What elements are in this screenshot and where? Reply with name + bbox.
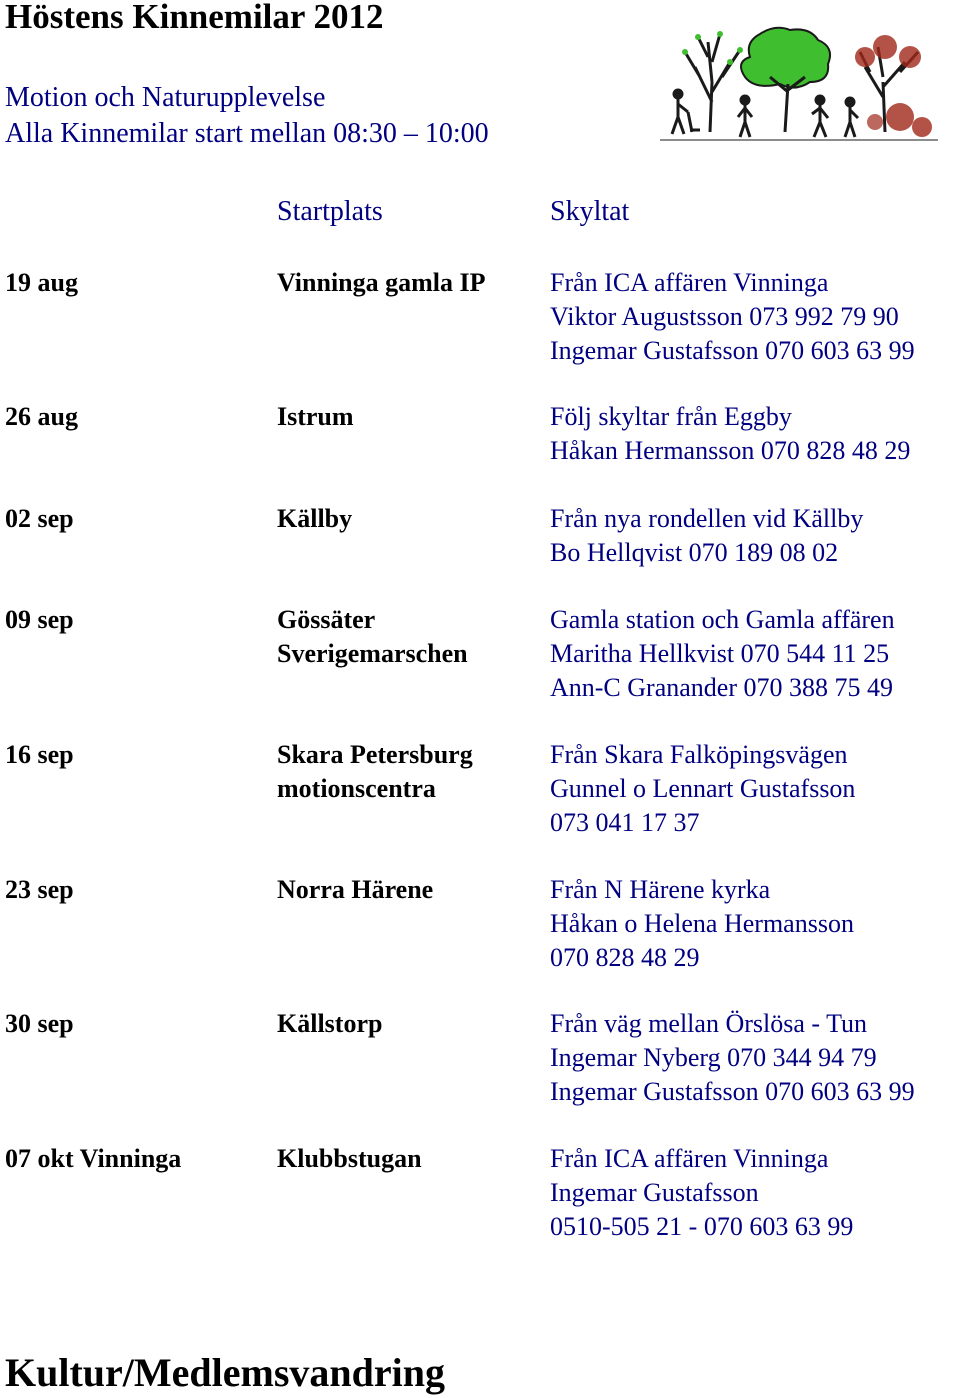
column-header-startplats: Startplats [277,196,383,227]
entry-date: 19 aug [5,268,78,297]
green-tree-icon [741,28,830,132]
schedule-entry [0,266,960,366]
info-line: 070 828 48 29 [550,943,700,972]
info-line: 0510-505 21 - 070 603 63 99 [550,1212,854,1241]
info-line: Från Skara Falköpingsvägen [550,740,848,769]
entry-signage-contact [550,266,915,368]
schedule-entry [0,873,960,973]
subtitle-start-time: Alla Kinnemilar start mellan 08:30 – 10:00 [5,118,489,149]
schedule-entry [0,400,960,500]
entry-date: 26 aug [5,402,78,431]
info-line: Maritha Hellkvist 070 544 11 25 [550,639,890,668]
walkers-icon [672,90,858,137]
entry-signage-contact [550,738,855,840]
info-line: Bo Hellqvist 070 189 08 02 [550,538,839,567]
info-line: 073 041 17 37 [550,808,700,837]
entry-signage-contact [550,502,863,570]
entry-startplace [277,1007,382,1041]
entry-startplace [277,400,354,434]
startplace-line: Vinninga gamla IP [277,268,486,297]
entry-date: 09 sep [5,605,74,634]
info-line: Gunnel o Lennart Gustafsson [550,774,856,803]
startplace-line: Källstorp [277,1009,383,1038]
entry-startplace [277,502,352,536]
info-line: Håkan Hermansson 070 828 48 29 [550,436,911,465]
info-line: Gamla station och Gamla affären [550,605,895,634]
startplace-line: Sverigemarschen [277,639,468,668]
autumn-tree-icon [855,35,932,137]
info-line: Från väg mellan Örslösa - Tun [550,1009,868,1038]
trees-and-walkers-icon [660,22,938,150]
info-line: Från nya rondellen vid Källby [550,504,864,533]
entry-date: 07 okt Vinninga [5,1144,182,1173]
entry-startplace [277,603,468,671]
info-line: Ingemar Nyberg 070 344 94 79 [550,1043,877,1072]
entry-signage-contact [550,400,910,468]
entry-signage-contact [550,1007,915,1109]
startplace-line: Klubbstugan [277,1144,422,1173]
entry-date: 02 sep [5,504,74,533]
info-line: Från N Härene kyrka [550,875,771,904]
entry-date: 30 sep [5,1009,74,1038]
info-line: Ingemar Gustafsson 070 603 63 99 [550,1077,915,1106]
entry-signage-contact [550,603,895,705]
entry-date: 16 sep [5,740,74,769]
startplace-line: Gössäter [277,605,376,634]
entry-startplace [277,738,473,806]
section-heading-kultur: Kultur/Medlemsvandring [5,1350,446,1395]
schedule-entry [0,603,960,703]
bare-tree-left-icon [682,31,743,132]
startplace-line: Skara Petersburg [277,740,473,769]
entry-startplace [277,873,433,907]
startplace-line: Norra Härene [277,875,434,904]
entry-signage-contact [550,873,854,975]
info-line: Från ICA affären Vinninga [550,268,829,297]
startplace-line: motionscentra [277,774,436,803]
info-line: Håkan o Helena Hermansson [550,909,854,938]
info-line: Följ skyltar från Eggby [550,402,792,431]
entry-signage-contact [550,1142,853,1244]
schedule-entry [0,1142,960,1242]
schedule-entry [0,502,960,602]
info-line: Viktor Augustsson 073 992 79 90 [550,302,899,331]
info-line: Ingemar Gustafsson 070 603 63 99 [550,336,915,365]
schedule-entry [0,1007,960,1107]
info-line: Från ICA affären Vinninga [550,1144,829,1173]
info-line: Ingemar Gustafsson [550,1178,759,1207]
entry-startplace [277,266,486,300]
startplace-line: Istrum [277,402,354,431]
subtitle-motion: Motion och Naturupplevelse [5,82,326,113]
startplace-line: Källby [277,504,353,533]
schedule-entry [0,738,960,838]
info-line: Ann-C Granander 070 388 75 49 [550,673,893,702]
entry-date: 23 sep [5,875,74,904]
page-title: Höstens Kinnemilar 2012 [5,0,384,36]
entry-startplace [277,1142,422,1176]
column-header-skyltat: Skyltat [550,196,630,227]
